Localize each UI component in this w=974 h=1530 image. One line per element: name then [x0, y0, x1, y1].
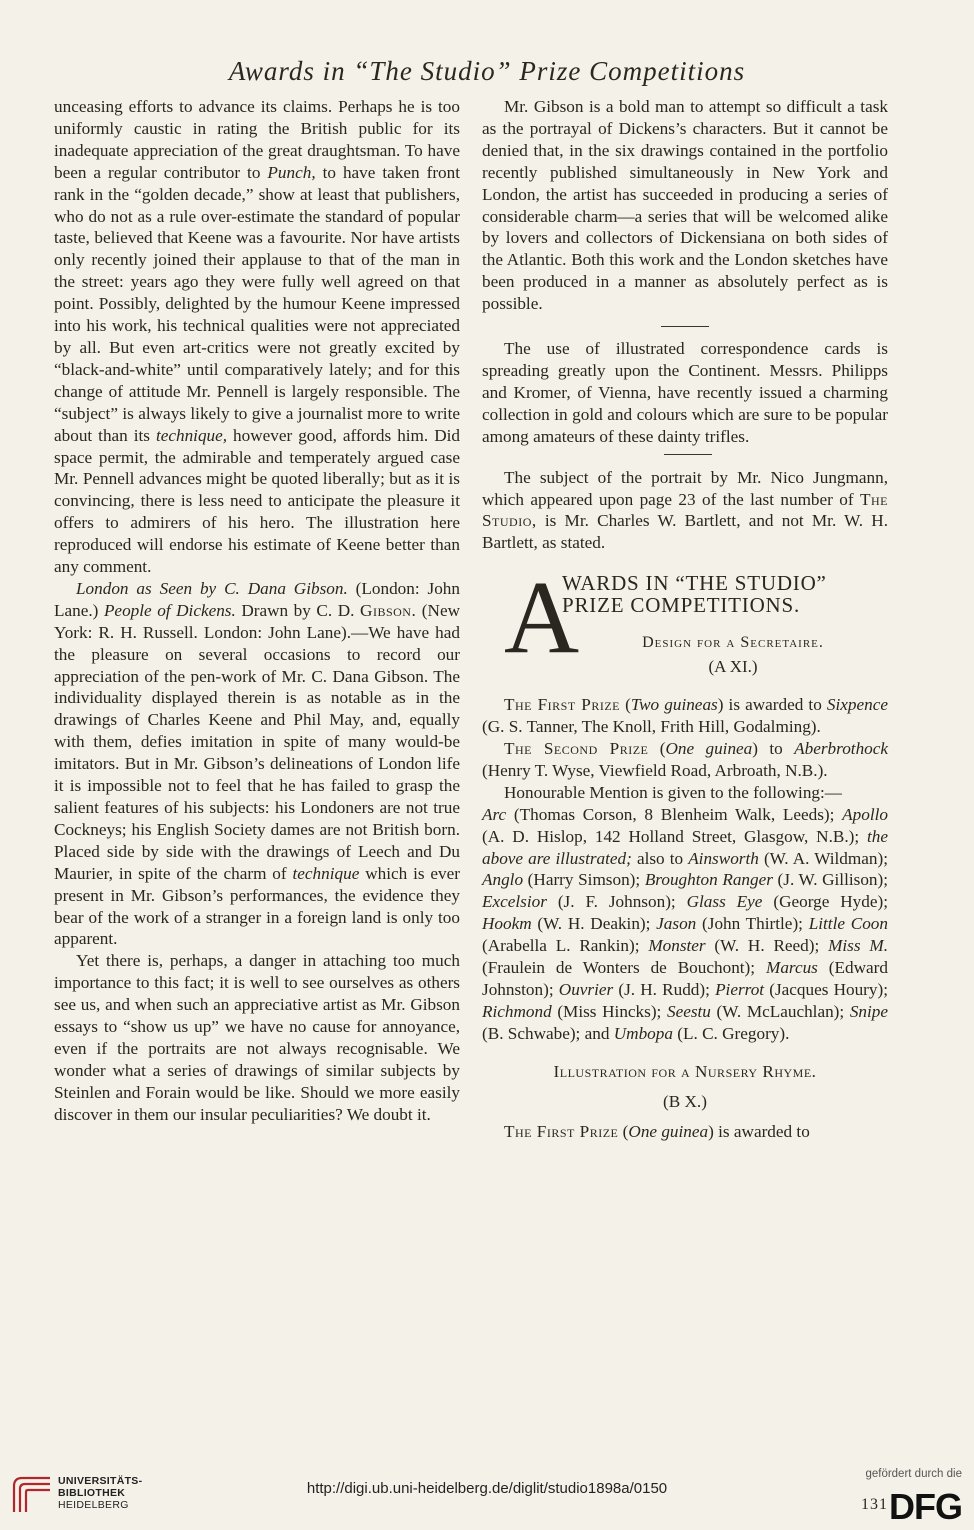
paragraph: Yet there is, perhaps, a danger in attaching too much importance to this fact; it is well to see ourselves as others see us, and when such an appreciative artist as Mr. Gibson essays to “show us up” we have no cause for annoyance, even if the portraits are not always recognisable. We wonder what a series of drawings of similar subjects by Steinlen and Forain would be like. Should we more easily discover in them our insular peculiarities? We doubt it. [54, 951, 460, 1124]
paragraph: The First Prize (Two guineas) is awarded to Sixpence (G. S. Tanner, The Knoll, Frith Hill, Godalming). [482, 695, 888, 737]
book-title: People of Dickens. [103, 600, 236, 620]
paragraph: The Second Prize (One guinea) to Aberbrothock (Henry T. Wyse, Viewfield Road, Arbroath, N.B.). [482, 739, 889, 780]
text-run: unceasing efforts to advance its claims. Perhaps he is too uniformly caustic in rating the British public for its inadequate appreciation of the great draughtsman. To have been a regular contributor to [54, 97, 460, 182]
text-run: (W. H. Deakin); [531, 914, 657, 934]
small-caps-name: The Studio, [482, 489, 888, 531]
library-name-line: BIBLIOTHEK [58, 1487, 126, 1499]
paragraph: Mr. Gibson is a bold man to attempt so difficult a task as the portrayal of Dickens’s characters. But it cannot be denied that, in the six drawings contained in the portfolio recently published simultaneously in New York and London, the artist has succeeded in producing a series of considerable charm—a series that will be welcomed alike by lovers and collectors of Dickensiana on both sides of the Atlantic. Both this work and the London sketches have been produced in a manner as absolutely perfect as is possible. [482, 97, 888, 314]
prize-label: The First Prize [504, 695, 620, 715]
motto: Anglo [482, 870, 524, 890]
motto: Broughton Ranger [644, 870, 773, 890]
text-run: is awarded to [713, 1121, 810, 1141]
text-run: (W. McLauchlan); [710, 1001, 850, 1021]
awards-heading [482, 560, 888, 694]
motto: Little Coon [808, 914, 888, 934]
section-divider [661, 326, 709, 327]
text-run: (Miss Hincks); [551, 1001, 667, 1021]
text-run: (Arabella L. Rankin); [482, 936, 649, 956]
prize-label: The First Prize [504, 1121, 619, 1141]
paragraph: The First Prize (One guinea) is awarded to [504, 1121, 810, 1141]
text-run: (W. A. Wildman); [758, 848, 888, 868]
motto: Ainsworth [688, 848, 759, 868]
motto: Apollo [842, 804, 888, 824]
text-run: is Mr. Charles W. Bartlett, and not Mr. W. H. Bartlett, as stated. [482, 511, 888, 553]
paragraph: Honourable Mention is given to the following:— [504, 782, 842, 802]
permalink-url[interactable]: http://digi.ub.uni-heidelberg.de/diglit/studio1898a/0150 [306, 1480, 668, 1497]
motto: Miss M. [828, 936, 889, 956]
page-number: 131 [861, 1496, 888, 1513]
text-run: (B. Schwabe); and [482, 1023, 614, 1043]
motto: Sixpence [826, 695, 888, 715]
text-run: (L. C. Gregory). [672, 1023, 790, 1043]
book-title: London as Seen by C. Dana Gibson. [76, 578, 348, 598]
prize-label: The Second Prize [504, 739, 649, 759]
text-run: (Fraulein de Wonters de Bouchont); [482, 958, 766, 978]
motto: Arc [482, 804, 507, 824]
library-name-line: UNIVERSITÄTS- [58, 1475, 143, 1487]
text-run: also to [631, 848, 689, 868]
text-run: (John Thirtle); [696, 914, 809, 934]
library-name-line: HEIDELBERG [58, 1499, 129, 1511]
dfg-logo: DFG [889, 1486, 962, 1527]
prize-amount: One guinea [628, 1121, 709, 1141]
drop-cap: A [504, 560, 580, 676]
prize-amount: One guinea [665, 739, 753, 759]
text-run: (London: John Lane.) [54, 578, 460, 620]
text-run: (Jacques Houry); [764, 980, 889, 999]
paragraph: The use of illustrated correspondence cards is spreading greatly upon the Continent. Messrs. Philipps and Kromer, of Vienna, have recently issued a charming collection in gold and colours which are sure to be popular among amateurs of these dainty trifles. [482, 339, 888, 446]
text-run: (J. F. Johnson); [546, 892, 687, 912]
motto: Monster [648, 936, 706, 956]
competition-title: Design for a Secretaire. [642, 634, 824, 652]
prize-amount: Two guineas [630, 695, 718, 715]
text-run: (Thomas Corson, 8 Blenheim Walk, Leeds); [506, 804, 843, 824]
text-run: which is ever present in Mr. Gibson’s performances, the evidence they bear of the work of a stranger in a foreign land is only too apparent. [54, 863, 460, 949]
paragraph [482, 804, 888, 1045]
motto: Ouvrier [558, 980, 614, 999]
motto: Seestu [666, 1001, 711, 1021]
text-run: (A. D. Hislop, 142 Holland Street, Glasgow, N.B.); [482, 826, 867, 846]
competition-code: (A XI.) [708, 657, 758, 677]
section-heading: WARDS IN “THE STUDIO” PRIZE COMPETITIONS. [562, 571, 827, 618]
left-column [54, 96, 460, 1126]
text-run: (George Hyde); [762, 892, 888, 912]
text-run: (J. W. Gillison); [772, 870, 889, 890]
small-caps-name: Gibson. [360, 600, 417, 620]
paragraph [54, 96, 460, 578]
motto: Hookm [482, 914, 532, 934]
motto: Richmond [482, 1001, 552, 1021]
text-run: The subject of the portrait by Mr. Nico Jungmann, which appeared upon page 23 of the last number of [482, 467, 888, 509]
paragraph [54, 578, 460, 950]
running-title: Awards in “The Studio” Prize Competitions [228, 56, 746, 86]
motto: Snipe [849, 1001, 888, 1021]
italic-word: technique, [155, 425, 228, 445]
italic-title: Punch, [267, 162, 316, 182]
text-run: (Edward Johnston); [482, 958, 888, 999]
text-run: (G. S. Tanner, The Knoll, Frith Hill, Godalming). [482, 717, 821, 737]
text-run: Drawn by C. D. [235, 600, 361, 620]
motto: Aberbrothock [794, 739, 889, 759]
text-run: (W. H. Reed); [705, 936, 829, 956]
motto: Pierrot [715, 980, 765, 999]
text-run: (Harry Simson); [523, 870, 645, 890]
motto: Glass Eye [686, 892, 763, 912]
digitization-footer [0, 1466, 974, 1530]
text-run: to have taken front rank in the “golden decade,” show at least that publishers, who do not as a rule over-estimate the standard of popular taste, believed that Keene was a favourite. Nor have artists only recently joined their applause to that of the man in the street: years ago they were fully well agreed on that point. Possibly, delighted by the humour Keene impressed into his work, his technical qualities were not appreciated by all. But even art-critics were not greatly excited by “black-and-white” until comparatively lately; and for this change of attitude Mr. Pennell is largely responsible. The “subject” is always likely to give a journalist more to write about than its [54, 162, 460, 445]
italic-note: the above are illustrated; [482, 826, 888, 868]
paragraph [482, 467, 888, 555]
text-run: (New York: R. H. Russell. London: John Lane).—We have had the pleasure on several occasions to record our appreciation of the pen-work of Mr. C. Dana Gibson. The individuality displayed therein is as notable as in the drawings of Charles Keene and Phil May, and, equally with them, defies imitation in spite of many would-be imitators. But in Mr. Gibson’s delineations of London life it is impossible not to feel that he has failed to grasp the salient features of his subjects: his Londoners are not true Cockneys; his English Society dames are not British born. Placed side by side with the drawings of Leech and Du Maurier, in spite of the charm of [54, 600, 460, 883]
right-column [482, 96, 888, 1142]
text-run: however good, affords him. Did space permit, the admirable and temperately argued case Mr. Pennell advances might be quoted liberally; but as it is convincing, there is less need to anticipate the pleasure it offers to admirers of his hero. The illustration here reproduced will endorse his estimate of Keene better than any comment. [54, 425, 460, 577]
section-divider [664, 454, 712, 455]
text-run: (Henry T. Wyse, Viewfield Road, Arbroath, N.B.). [482, 760, 828, 780]
motto: Umbopa [613, 1023, 673, 1043]
motto: Marcus [766, 958, 818, 978]
competition-code: (B X.) [663, 1091, 707, 1111]
competition-title: Illustration for a Nursery Rhyme. [553, 1061, 817, 1081]
italic-word: technique [292, 863, 360, 883]
text-run: (J. H. Rudd); [613, 980, 716, 999]
motto: Excelsior [482, 892, 547, 912]
motto: Jason [656, 914, 697, 934]
funding-note: gefördert durch die [865, 1468, 962, 1480]
